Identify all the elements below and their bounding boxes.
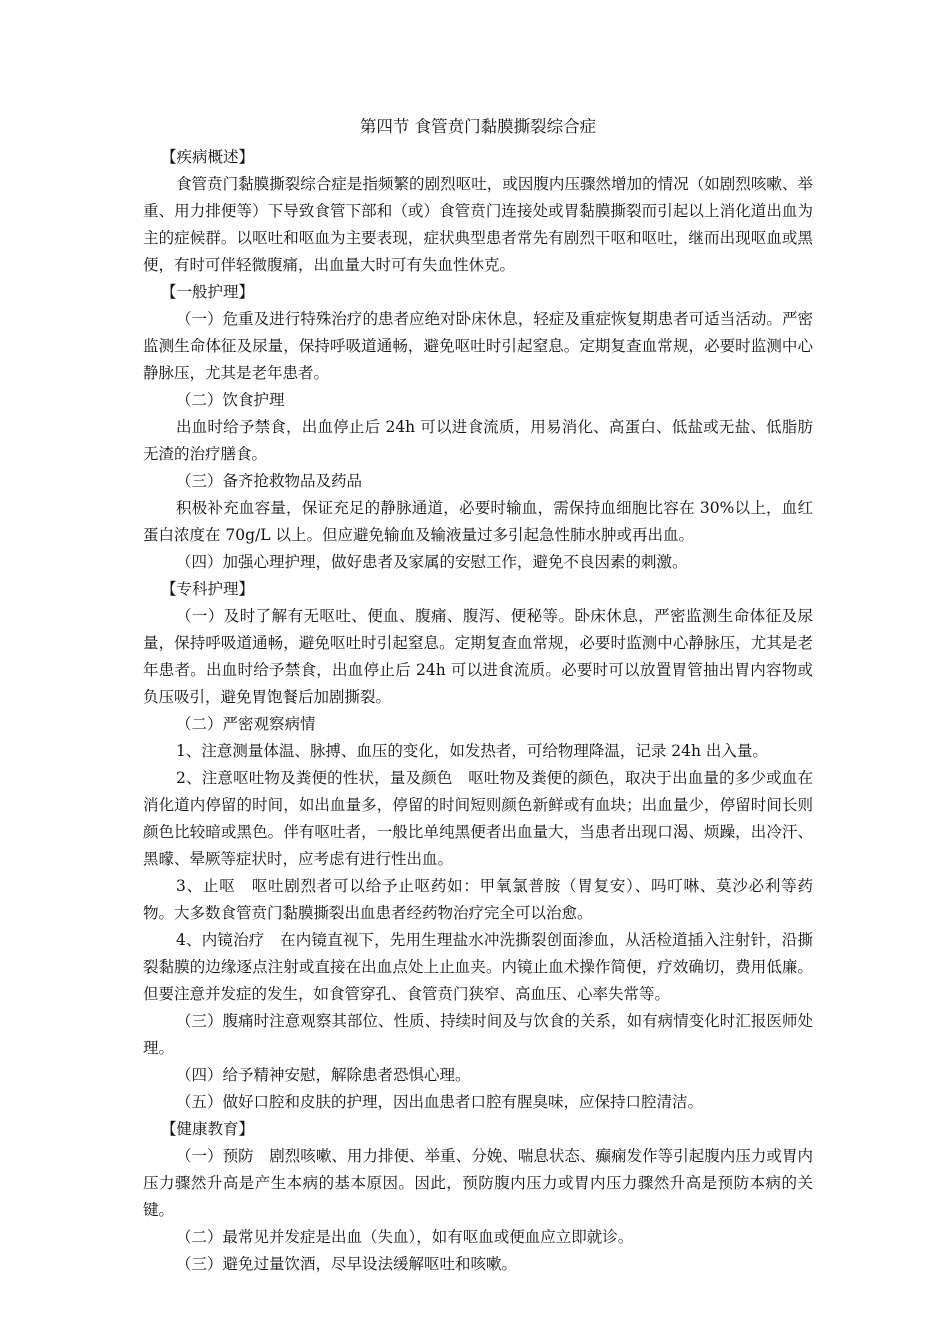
paragraph: （三）腹痛时注意观察其部位、性质、持续时间及与饮食的关系，如有病情变化时汇报医师处理。 xyxy=(143,1012,813,1057)
paragraph: 4、内镜治疗 在内镜直视下，先用生理盐水冲洗撕裂创面渗血，从活检道插入注射针，沿撕裂黏膜的边缘逐点注射或直接在出血点处上止血夹。内镜止血术操作简便，疗效确切，费用低廉。但要注意并发症的发生，如食管穿孔、食管贲门狭窄、高血压、心率失常等。 xyxy=(143,931,813,1003)
section-heading-general-care: 【一般护理】 xyxy=(161,283,255,301)
paragraph: 2、注意呕吐物及粪便的性状，量及颜色 呕吐物及粪便的颜色，取决于出血量的多少或血在消化道内停留的时间，如出血量多，停留的时间短则颜色新鲜或有血块；出血量少，停留时间长则颜色比较暗或黑色。伴有呕吐者，一般比单纯黑便者出血量大，当患者出现口渴、烦躁，出冷汗、黑曚、晕厥等症状时，应考虑有进行性出血。 xyxy=(143,769,813,868)
subheading: （二）严密观察病情 xyxy=(176,715,316,733)
paragraph: （一）预防 剧烈咳嗽、用力排便、举重、分娩、喘息状态、癫痫发作等引起腹内压力或胃内压力骤然升高是产生本病的基本原因。因此，预防腹内压力或胃内压力骤然升高是预防本病的关键。 xyxy=(143,1147,813,1219)
section-heading-overview: 【疾病概述】 xyxy=(161,148,255,166)
paragraph: 3、止呕 呕吐剧烈者可以给予止呕药如：甲氧氯普胺（胃复安）、吗叮啉、莫沙必利等药物。大多数食管贲门黏膜撕裂出血患者经药物治疗完全可以治愈。 xyxy=(143,877,813,922)
page-title: 第四节 食管贲门黏膜撕裂综合症 xyxy=(359,117,597,136)
subheading: （二）饮食护理 xyxy=(176,391,285,409)
paragraph: 积极补充血容量，保证充足的静脉通道，必要时输血，需保持血细胞比容在 30%以上，血红蛋白浓度在 70g/L 以上。但应避免输血及输液量过多引起急性肺水肿或再出血。 xyxy=(143,499,813,544)
paragraph: 1、注意测量体温、脉搏、血压的变化，如发热者，可给物理降温，记录 24h 出入量。 xyxy=(176,742,768,760)
paragraph: （一）危重及进行特殊治疗的患者应绝对卧床休息，轻症及重症恢复期患者可适当活动。严密监测生命体征及尿量，保持呼吸道通畅，避免呕吐时引起窒息。定期复查血常规，必要时监测中心静脉压，尤其是老年患者。 xyxy=(143,310,813,382)
paragraph: （四）加强心理护理，做好患者及家属的安慰工作，避免不良因素的刺激。 xyxy=(176,553,688,571)
subheading: （三）备齐抢救物品及药品 xyxy=(176,472,363,490)
section-heading-special-care: 【专科护理】 xyxy=(161,580,255,598)
paragraph: （二）最常见并发症是出血（失血），如有呕血或便血应立即就诊。 xyxy=(176,1228,634,1246)
paragraph: 食管贲门黏膜撕裂综合症是指频繁的剧烈呕吐，或因腹内压骤然增加的情况（如剧烈咳嗽、举重、用力排便等）下导致食管下部和（或）食管贲门连接处或胃黏膜撕裂而引起以上消化道出血为主的症候群。以呕吐和呕血为主要表现，症状典型患者常先有剧烈干呕和呕吐，继而出现呕血或黑便，有时可伴轻微腹痛，出血量大时可有失血性休克。 xyxy=(143,175,813,274)
section-heading-health-education: 【健康教育】 xyxy=(161,1120,255,1138)
paragraph: 出血时给予禁食，出血停止后 24h 可以进食流质，用易消化、高蛋白、低盐或无盐、低脂肪无渣的治疗膳食。 xyxy=(143,418,813,463)
paragraph: （三）避免过量饮酒，尽早设法缓解呕吐和咳嗽。 xyxy=(176,1255,518,1273)
paragraph: （一）及时了解有无呕吐、便血、腹痛、腹泻、便秘等。卧床休息，严密监测生命体征及尿量，保持呼吸道通畅，避免呕吐时引起窒息。定期复查血常规，必要时监测中心静脉压，尤其是老年患者。出血时给予禁食，出血停止后 24h 可以进食流质。必要时可以放置胃管抽出胃内容物或负压吸引，避免胃饱餐后加剧撕裂。 xyxy=(143,607,813,706)
paragraph: （四）给予精神安慰，解除患者恐惧心理。 xyxy=(176,1066,471,1084)
document-body xyxy=(143,112,813,1278)
paragraph: （五）做好口腔和皮肤的护理，因出血患者口腔有腥臭味，应保持口腔清洁。 xyxy=(176,1093,704,1111)
